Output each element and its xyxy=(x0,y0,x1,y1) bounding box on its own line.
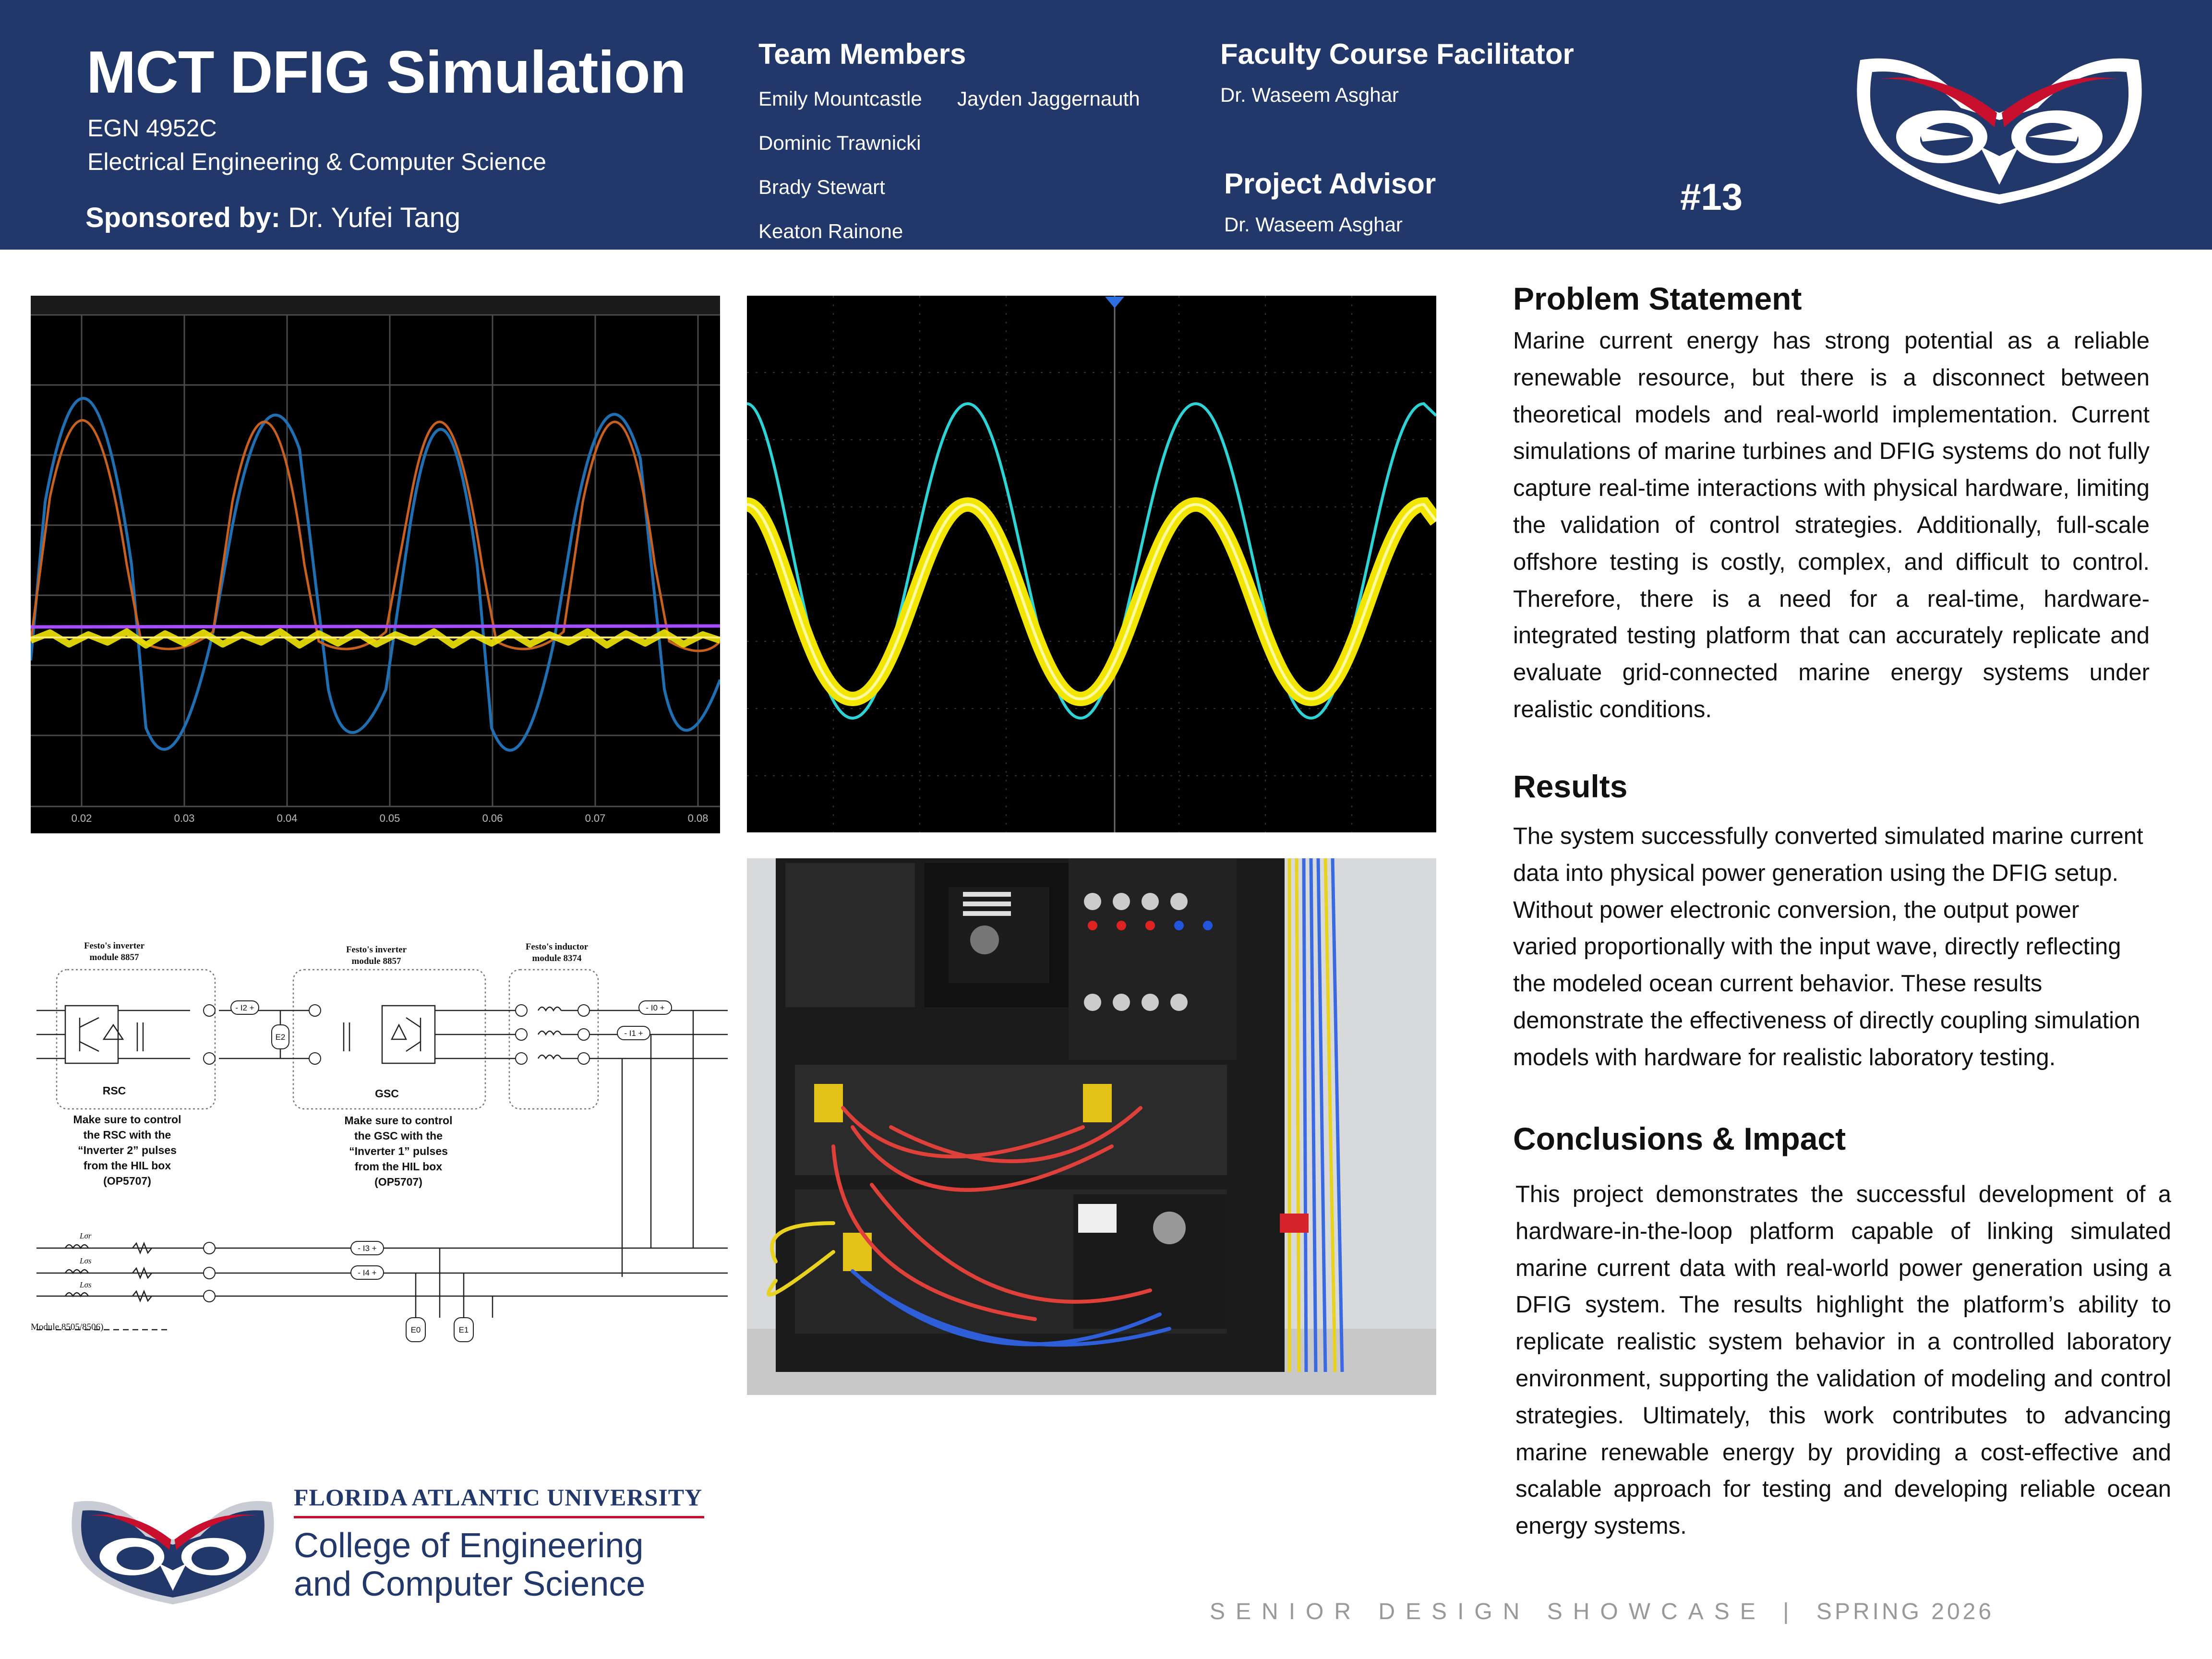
project-number: #13 xyxy=(1680,176,1743,218)
current-tag-i4: - I4 + xyxy=(358,1268,377,1277)
scope-capture-1 xyxy=(31,296,720,833)
x-tick: 0.08 xyxy=(687,812,709,824)
scope2-plot xyxy=(747,296,1436,832)
current-tag-i2: - I2 + xyxy=(235,1003,254,1012)
inverter1-title: Festo's inverter xyxy=(84,941,145,951)
results-text: The system successfully converted simulated marine current data into physical power generation using the DFIG setup. Without power electronic conversion, the output power varied proportionally with the input wave, directly reflecting the modeled ocean current behavior. These results demonstrate the effectiveness of directly coupling simulation models with hardware for realistic laboratory testing. xyxy=(1513,823,2143,1070)
circuit-schematic xyxy=(27,931,728,1354)
poster-title: MCT DFIG Simulation xyxy=(86,39,686,106)
facilitator-name: Dr. Waseem Asghar xyxy=(1220,84,1399,106)
x-tick: 0.06 xyxy=(482,812,503,824)
rsc-note-line: the RSC with the xyxy=(83,1129,171,1141)
rsc-note-line: (OP5707) xyxy=(103,1175,151,1187)
circuit-diagram xyxy=(27,931,728,1354)
team-member: Jayden Jaggernauth xyxy=(957,87,1140,110)
department: Electrical Engineering & Computer Science xyxy=(87,148,547,175)
gsc-note-line: from the HIL box xyxy=(354,1160,443,1173)
x-tick: 0.04 xyxy=(276,812,298,824)
inverter1-module: module 8857 xyxy=(89,952,139,962)
team-member: Dominic Trawnicki xyxy=(758,132,921,154)
current-tag-i3: - I3 + xyxy=(358,1244,377,1253)
gsc-note-line: Make sure to control xyxy=(344,1114,453,1127)
inverter2-module: module 8857 xyxy=(351,956,401,966)
inductor-module: module 8374 xyxy=(532,953,582,963)
showcase-text: SENIOR DESIGN SHOWCASE xyxy=(1210,1599,1766,1624)
divider xyxy=(294,1516,704,1518)
rsc-note-line: Make sure to control xyxy=(73,1113,181,1126)
lab-photo-illustration xyxy=(747,858,1436,1395)
problem-heading: Problem Statement xyxy=(1513,281,1802,316)
inductor-label: Lσr xyxy=(80,1231,92,1240)
problem-text: Marine current energy has strong potential as a reliable renewable resource, but there is a disconnect between theoretical models and real-world implementation. Current simulations of marine turbines and DFIG systems do not fully capture real-time interactions with physical hardware, limiting the validation of control strategies. Additionally, full-scale offshore testing is costly, complex, and difficult to control. Therefore, there is a need for a real-time, hardware-integrated testing platform that can accurately replicate and evaluate grid-connected marine energy systems under realistic conditions. xyxy=(1513,328,2150,722)
voltage-tag-e2: E2 xyxy=(275,1033,286,1042)
scope-capture-2 xyxy=(747,296,1436,832)
college-line: and Computer Science xyxy=(294,1565,646,1603)
team-heading: Team Members xyxy=(758,38,966,70)
facilitator-heading: Faculty Course Facilitator xyxy=(1220,38,1574,70)
inductor-title: Festo's inductor xyxy=(525,942,589,952)
x-tick: 0.03 xyxy=(174,812,195,824)
gsc-note-line: “Inverter 1” pulses xyxy=(349,1145,448,1157)
lab-equipment-photo xyxy=(747,858,1436,1395)
x-tick: 0.05 xyxy=(379,812,400,824)
inductor-label: Lσs xyxy=(80,1256,92,1265)
sponsor-line xyxy=(85,202,460,234)
current-tag-i0: - I0 + xyxy=(646,1003,665,1012)
current-tag-i1: - I1 + xyxy=(624,1029,643,1038)
voltage-tag-e1: E1 xyxy=(458,1325,469,1334)
rsc-note-line: “Inverter 2” pulses xyxy=(78,1144,177,1156)
gsc-note-line: (OP5707) xyxy=(374,1176,422,1188)
results-heading: Results xyxy=(1513,769,1628,804)
inductor-label: Lσs xyxy=(80,1280,92,1289)
team-member: Brady Stewart xyxy=(758,176,885,198)
tagline-separator: | xyxy=(1783,1599,1800,1624)
gsc-label: GSC xyxy=(375,1087,399,1100)
term-text: SPRING 2026 xyxy=(1816,1599,1995,1624)
sponsor-name: Dr. Yufei Tang xyxy=(288,202,461,233)
scope1-plot xyxy=(31,296,720,833)
advisor-name: Dr. Waseem Asghar xyxy=(1224,213,1403,236)
course-code: EGN 4952C xyxy=(87,115,217,142)
x-tick: 0.02 xyxy=(71,812,92,824)
conclusions-heading: Conclusions & Impact xyxy=(1513,1121,1846,1156)
team-member: Keaton Rainone xyxy=(758,220,903,242)
module-label: Module 8505/8506) xyxy=(31,1322,104,1332)
gsc-note-line: the GSC with the xyxy=(354,1130,443,1142)
inverter2-title: Festo's inverter xyxy=(346,945,407,955)
advisor-heading: Project Advisor xyxy=(1224,168,1436,200)
conclusions-text: This project demonstrates the successful development of a hardware-in-the-loop platform capable of linking simulated marine current data with real-world power generation using a DFIG system. The results highlight the platform’s ability to replicate realistic system behavior in a controlled laboratory environment, supporting the validation of modeling and control strategies. Ultimately, this work contributes to advancing marine renewable energy by providing a cost-effective and scalable approach for testing and developing reliable ocean energy systems. xyxy=(1515,1181,2171,1539)
university-name: FLORIDA ATLANTIC UNIVERSITY xyxy=(294,1484,703,1511)
team-member: Emily Mountcastle xyxy=(758,87,922,110)
showcase-tagline xyxy=(1210,1599,1994,1625)
college-line: College of Engineering xyxy=(294,1527,644,1565)
voltage-tag-e0: E0 xyxy=(410,1325,421,1334)
rsc-label: RSC xyxy=(102,1084,126,1097)
rsc-note-line: from the HIL box xyxy=(83,1159,171,1172)
owl-logo xyxy=(1851,41,2148,209)
fau-owl-logo xyxy=(67,1488,278,1608)
sponsor-label: Sponsored by: xyxy=(85,202,281,233)
header-banner xyxy=(0,0,2212,250)
x-tick: 0.07 xyxy=(585,812,606,824)
college-name xyxy=(294,1527,645,1603)
